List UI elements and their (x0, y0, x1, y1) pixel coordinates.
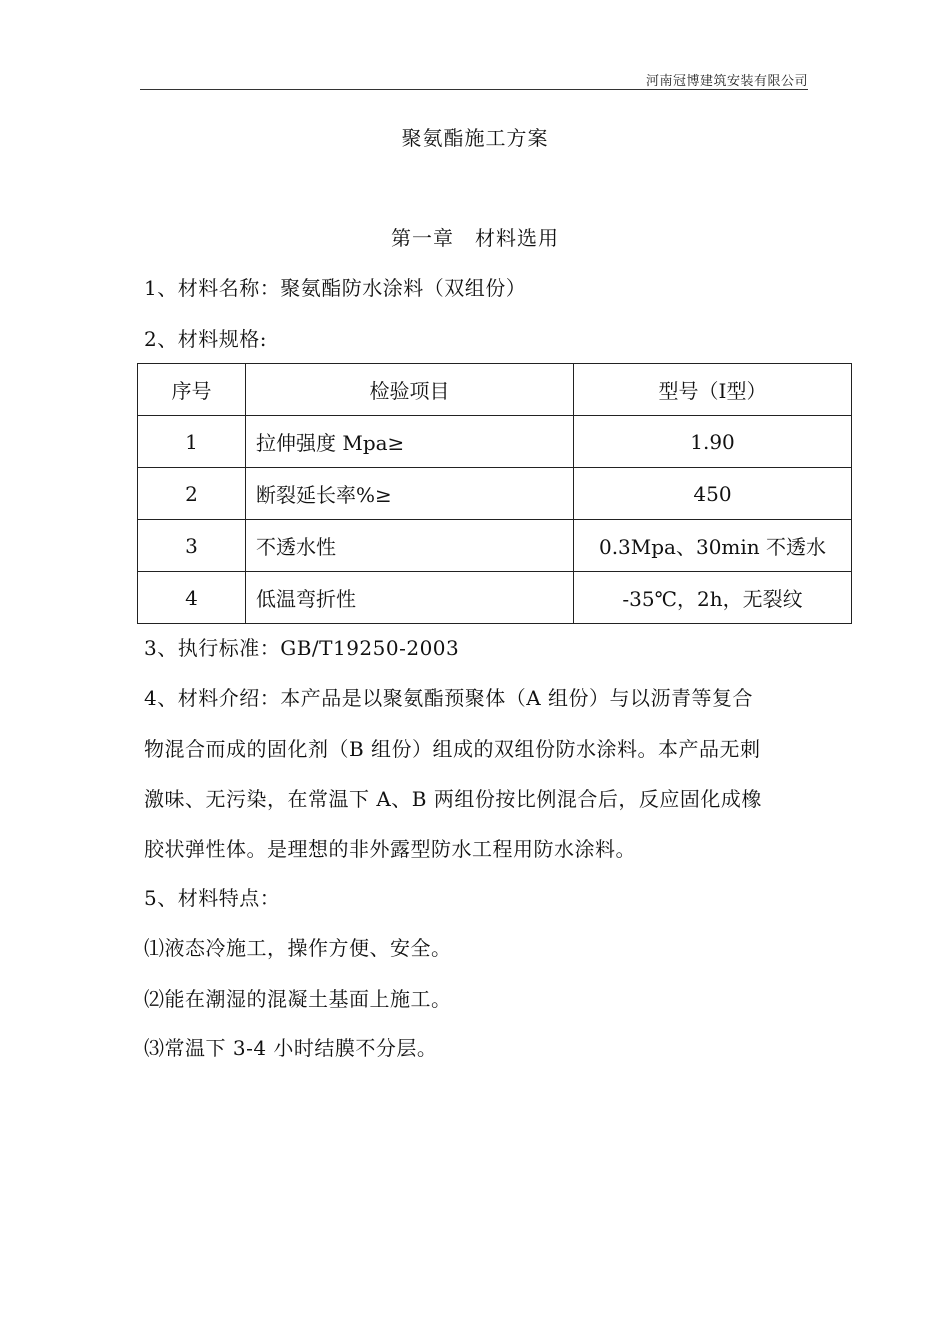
table-cell: 0.3Mpa、30min 不透水 (574, 520, 852, 572)
header-company-name: 河南冠博建筑安装有限公司 (645, 74, 808, 89)
table-cell: 断裂延长率%≥ (246, 468, 574, 520)
table-row (138, 416, 852, 468)
paragraph-intro-line: 激味、无污染，在常温下 A、B 两组份按比例混合后，反应固化成橡 (144, 787, 762, 811)
table-cell: -35℃，2h，无裂纹 (574, 572, 852, 624)
table-cell: 3 (138, 520, 246, 572)
paragraph-intro-line: 胶状弹性体。是理想的非外露型防水工程用防水涂料。 (144, 837, 636, 861)
spec-table (137, 363, 852, 624)
paragraph-features-heading: 5、材料特点： (144, 886, 281, 910)
paragraph-intro-line: 4、材料介绍：本产品是以聚氨酯预聚体（A 组份）与以沥青等复合 (144, 686, 754, 710)
table-row (138, 468, 852, 520)
document-title: 聚氨酯施工方案 (401, 126, 549, 150)
table-row (138, 572, 852, 624)
table-header-cell: 型号（Ⅰ型） (574, 364, 852, 416)
table-cell: 2 (138, 468, 246, 520)
paragraph-material-spec: 2、材料规格: (144, 327, 267, 351)
table-cell: 不透水性 (246, 520, 574, 572)
table-row (138, 520, 852, 572)
table-cell: 拉伸强度 Mpa≥ (246, 416, 574, 468)
table-cell: 低温弯折性 (246, 572, 574, 624)
table-header-cell: 序号 (138, 364, 246, 416)
feature-item: ⑶常温下 3-4 小时结膜不分层。 (144, 1036, 438, 1060)
feature-item: ⑵能在潮湿的混凝土基面上施工。 (144, 987, 452, 1011)
paragraph-material-name: 1、材料名称：聚氨酯防水涂料（双组份） (144, 276, 527, 300)
chapter-title: 第一章 材料选用 (391, 226, 559, 250)
table-cell: 1 (138, 416, 246, 468)
paragraph-standard: 3、执行标准：GB/T19250-2003 (144, 636, 460, 660)
paragraph-intro-line: 物混合而成的固化剂（B 组份）组成的双组份防水涂料。本产品无刺 (144, 737, 761, 761)
feature-item: ⑴液态冷施工，操作方便、安全。 (144, 936, 452, 960)
table-header-cell: 检验项目 (246, 364, 574, 416)
header-divider (140, 89, 808, 90)
table-header-row (138, 364, 852, 416)
table-cell: 1.90 (574, 416, 852, 468)
table-cell: 450 (574, 468, 852, 520)
table-cell: 4 (138, 572, 246, 624)
